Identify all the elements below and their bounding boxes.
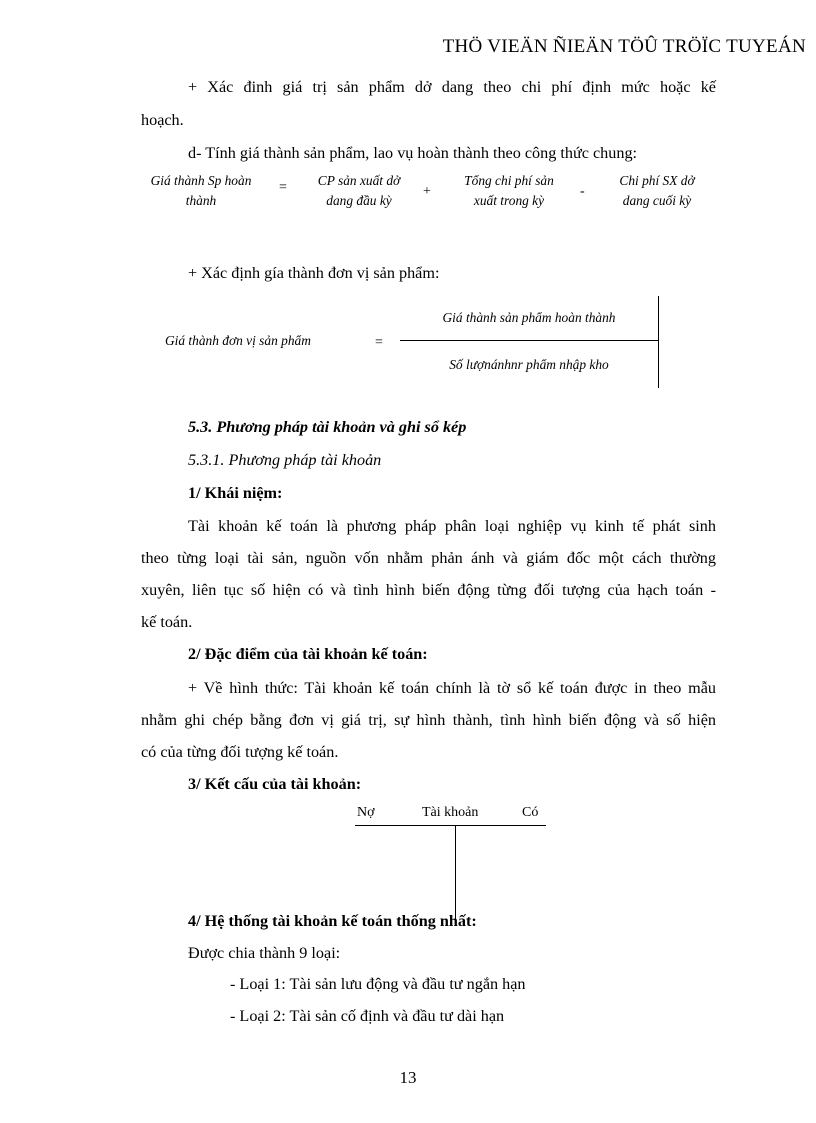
page-number: 13 [399,1068,417,1087]
t-account-debit-label: Nợ [357,805,375,820]
formula-equals-sign: = [375,335,383,350]
formula-lhs: Giá thành đơn vị sản phẩm [165,333,311,348]
t-account-vertical-line [455,825,456,920]
heading-structure: 3/ Kết cấu của tài khoản: [188,775,362,793]
list-item: - Loại 1: Tài sản lưu động và đầu tư ngắn hạn [230,975,526,993]
paragraph-line: nhằm ghi chép bằng đơn vị giá trị, sự hình thành, tình hình biến động và số hiện [141,711,716,729]
paragraph: Được chia thành 9 loại: [188,944,341,962]
t-account-credit-label: Có [522,805,539,820]
paragraph-line: kế toán. [141,613,193,631]
heading-features: 2/ Đặc điểm của tài khoản kế toán: [188,645,428,663]
paragraph-line: có của từng đối tượng kế toán. [141,743,339,761]
formula-equals-sign: = [279,180,287,195]
formula-term-opening-wip: CP sản xuất dở dang đầu kỳ [317,173,401,208]
fraction-bar [400,340,658,341]
t-account-name-label: Tài khoản [422,805,479,820]
heading-concept: 1/ Khái niệm: [188,484,283,502]
formula-minus-sign: - [580,184,585,199]
formula-term-closing-wip: Chi phí SX dở dang cuối kỳ [619,173,695,208]
formula-term-total-cost: Giá thành Sp hoàn thành [150,173,252,208]
formula-numerator: Giá thành sản phẩm hoàn thành [442,310,616,325]
formula-term-period-cost: Tổng chi phí sản xuất trong kỳ [464,173,554,208]
formula-denominator: Số lượnánhnr phẩm nhập kho [449,357,609,372]
paragraph-line: hoạch. [141,111,184,129]
paragraph-line: + Xác đinh giá trị sản phẩm dở dang theo chi phí định mức hoặc kế [188,78,716,96]
paragraph: + Xác định gía thành đơn vị sản phẩm: [188,264,440,282]
list-item: - Loại 2: Tài sản cố định và đầu tư dài hạn [230,1007,505,1025]
t-account-horizontal-line [355,825,546,826]
paragraph-line: Tài khoản kế toán là phương pháp phân loại nghiệp vụ kinh tế phát sinh [188,517,716,535]
subsection-title: 5.3.1. Phương pháp tài khoản [188,451,382,469]
paragraph-line: theo từng loại tài sản, nguồn vốn nhằm phản ánh và giám đốc một cách thường [141,549,716,567]
paragraph: d- Tính giá thành sản phẩm, lao vụ hoàn thành theo công thức chung: [188,144,638,162]
section-title: 5.3. Phương pháp tài khoản và ghi sổ kép [188,418,467,436]
paragraph-line: + Về hình thức: Tài khoản kế toán chính là tờ sổ kế toán được in theo mẫu [188,679,716,697]
page-header-title: THÖ VIEÄN ÑIEÄN TÖÛ TRÖÏC TUYEÁN [442,36,806,57]
heading-system: 4/ Hệ thống tài khoản kế toán thống nhất: [188,912,477,930]
fraction-vertical-rule [658,296,659,388]
paragraph-line: xuyên, liên tục số hiện có và tình hình biến động từng đối tượng của hạch toán - [141,581,716,599]
formula-plus-sign: + [423,184,431,199]
